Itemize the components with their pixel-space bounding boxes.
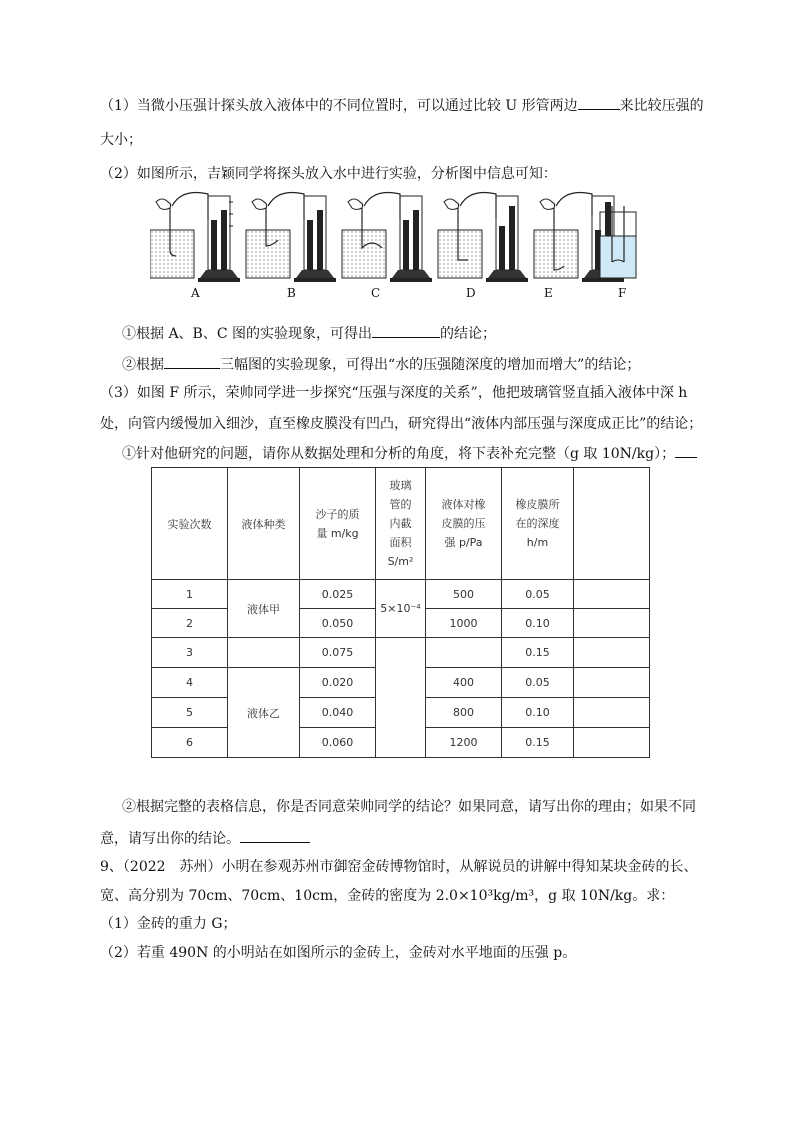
header-area-5: S/m² — [387, 555, 414, 568]
header-extra-blank[interactable] — [574, 468, 650, 580]
q2-intro: （2）如图所示，吉颖同学将探头放入水中进行实验，分析图中信息可知： — [100, 166, 557, 182]
cell-mass: 0.060 — [300, 728, 376, 758]
q3-sub2-blank[interactable] — [240, 828, 310, 843]
header-mass-1: 沙子的质 — [315, 507, 360, 521]
header-mass-2: 量 m/kg — [316, 526, 359, 540]
q1-blank[interactable] — [578, 95, 620, 110]
cell-trial: 2 — [152, 609, 228, 638]
cell-trial: 4 — [152, 668, 228, 698]
q1-line2: 大小； — [100, 132, 142, 148]
cell-liquid-a: 液体甲 — [228, 580, 300, 638]
pressure-gauge-figure — [150, 190, 660, 302]
q3-sub1 — [122, 443, 697, 464]
header-pressure — [426, 468, 502, 580]
header-area-3: 内截 — [389, 517, 412, 530]
cell-pressure: 1000 — [426, 609, 502, 638]
cell-mass: 0.050 — [300, 609, 376, 638]
q9-part2: （2）若重 490N 的小明站在如图所示的金砖上，金砖对水平地面的压强 p。 — [100, 945, 577, 961]
cell-liquid-blank[interactable] — [228, 638, 300, 668]
cell-depth: 0.10 — [502, 698, 574, 728]
cell-extra[interactable] — [574, 698, 650, 728]
q9-line1: 9、（2022 苏州）小明在参观苏州市御窑金砖博物馆时，从解说员的讲解中得知某块金砖的长、 — [100, 859, 698, 875]
q2-sub2-text-a: ②根据 — [122, 357, 164, 373]
cell-extra[interactable] — [574, 638, 650, 668]
cell-trial: 6 — [152, 728, 228, 758]
apparatus-c — [342, 193, 432, 283]
q3-line1: （3）如图 F 所示，荣帅同学进一步探究“压强与深度的关系”，他把玻璃管竖直插入液体中深 h — [100, 385, 688, 401]
q1-text-a: （1）当微小压强计探头放入液体中的不同位置时，可以通过比较 U 形管两边 — [100, 98, 578, 114]
q2-sub1-text-a: ①根据 A、B、C 图的实验现象，可得出 — [122, 326, 373, 342]
table-row — [152, 638, 650, 668]
table-header-row — [152, 468, 650, 580]
header-depth-3: h/m — [526, 536, 549, 549]
figure-label-f: F — [618, 286, 627, 300]
q2-sub1-text-b: 的结论； — [440, 326, 497, 342]
header-trial: 实验次数 — [152, 468, 228, 580]
cell-pressure: 500 — [426, 580, 502, 609]
cell-liquid-b: 液体乙 — [228, 668, 300, 758]
header-liquid: 液体种类 — [228, 468, 300, 580]
cell-pressure: 1200 — [426, 728, 502, 758]
cell-trial: 1 — [152, 580, 228, 609]
cell-pressure-blank[interactable] — [426, 638, 502, 668]
figure-label-c: C — [371, 286, 381, 300]
data-table — [151, 467, 650, 758]
figure-label-a: A — [191, 286, 200, 300]
q3-sub2-text: 意，请写出你的结论。 — [100, 831, 240, 847]
cell-area: 5×10⁻⁴ — [376, 580, 426, 638]
header-depth-1: 橡皮膜所 — [515, 498, 560, 511]
cell-depth: 0.15 — [502, 728, 574, 758]
cell-extra[interactable] — [574, 609, 650, 638]
q3-sub1-blank[interactable] — [675, 443, 697, 458]
cell-depth: 0.05 — [502, 580, 574, 609]
header-mass — [300, 468, 376, 580]
cell-depth: 0.05 — [502, 668, 574, 698]
q2-sub1-blank[interactable] — [372, 323, 440, 338]
q2-sub2 — [122, 354, 640, 375]
q2-sub2-blank[interactable] — [164, 354, 220, 369]
figure-label-b: B — [287, 286, 296, 300]
header-area-2: 管的 — [389, 498, 412, 511]
q9-part1: （1）金砖的重力 G； — [100, 916, 237, 932]
cell-extra[interactable] — [574, 728, 650, 758]
cell-pressure: 800 — [426, 698, 502, 728]
header-pressure-3: 强 p/Pa — [444, 536, 483, 549]
q3-sub1-text: ①针对他研究的问题，请你从数据处理和分析的角度，将下表补充完整（g 取 10N/kg）； — [122, 446, 676, 462]
figure-label-e: E — [544, 286, 553, 300]
header-area — [376, 468, 426, 580]
header-area-4: 面积 — [389, 536, 412, 549]
cell-depth: 0.10 — [502, 609, 574, 638]
header-depth-2: 在的深度 — [515, 517, 560, 530]
figure-label-d: D — [466, 286, 476, 300]
q2-sub2-text-b: 三幅图的实验现象，可得出“水的压强随深度的增加而增大”的结论； — [220, 357, 641, 373]
q1-text-b: 来比较压强的 — [619, 98, 704, 114]
cell-mass: 0.020 — [300, 668, 376, 698]
q1-line1 — [100, 95, 704, 116]
cell-trial: 5 — [152, 698, 228, 728]
apparatus-b — [246, 193, 336, 283]
cell-extra[interactable] — [574, 668, 650, 698]
header-depth — [502, 468, 574, 580]
cell-mass: 0.025 — [300, 580, 376, 609]
cell-trial: 3 — [152, 638, 228, 668]
q3-sub2-line2 — [100, 828, 310, 849]
q2-sub1 — [122, 323, 496, 344]
table-row — [152, 580, 650, 609]
q3-sub2-line1: ②根据完整的表格信息，你是否同意荣帅同学的结论？如果同意，请写出你的理由；如果不同 — [122, 799, 696, 815]
cell-pressure: 400 — [426, 668, 502, 698]
apparatus-a — [150, 193, 240, 283]
header-pressure-1: 液体对橡 — [441, 498, 486, 511]
cell-mass: 0.040 — [300, 698, 376, 728]
cell-mass: 0.075 — [300, 638, 376, 668]
cell-extra[interactable] — [574, 580, 650, 609]
header-area-1: 玻璃 — [389, 479, 412, 492]
q9-line2: 宽、高分别为 70cm、70cm、10cm，金砖的密度为 2.0×10³kg/m³，g 取 10N/kg。求： — [100, 888, 675, 904]
cell-area-blank[interactable] — [376, 638, 426, 758]
q3-line2: 处，向管内缓慢加入细沙，直至橡皮膜没有凹凸，研究得出“液体内部压强与深度成正比”的结论； — [100, 416, 703, 432]
cell-depth: 0.15 — [502, 638, 574, 668]
header-pressure-2: 皮膜的压 — [441, 517, 486, 530]
apparatus-d — [438, 193, 528, 283]
